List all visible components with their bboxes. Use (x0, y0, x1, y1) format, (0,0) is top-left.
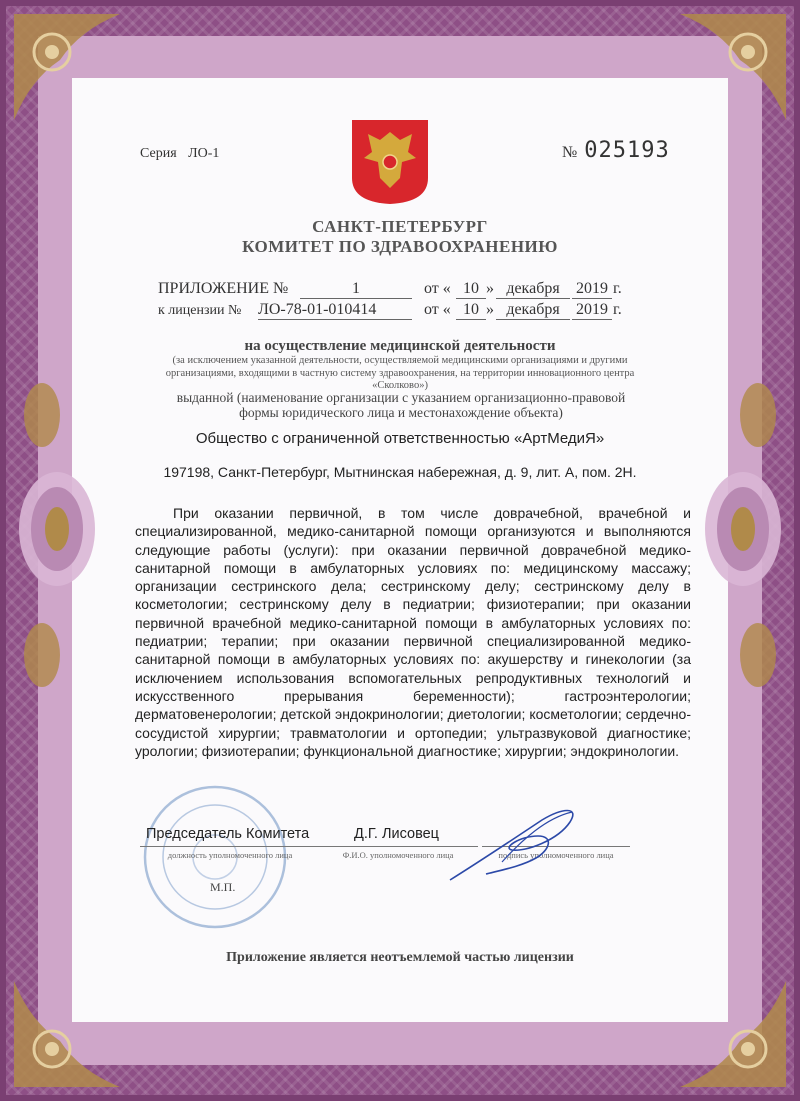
signatory-position: Председатель Комитета (146, 826, 310, 842)
rosette-ornament-left (18, 470, 96, 588)
handwritten-signature (442, 800, 592, 890)
series-label: Серия (140, 146, 177, 161)
services-text: При оказании первичной, в том числе доврачебной, врачебной и специализированной, медико-санитарной помощи организуются и выполняются следующие работы (услуги): при оказании первичной доврачебной медико-санитарной помощи в амбулаторных условиях по: медицинскому массажу; организации сестринского дела; сестринскому делу; сестринскому делу в косметологии; сестринскому делу в педиатрии; физиотерапии; при оказании первичной врачебной медико-санитарной помощи в амбулаторных условиях по: педиатрии; терапии; при оказании первичной специализированной медико-санитарной помощи в амбулаторных условиях по: акушерству и гинекологии (за исключением использования вспомогательных репродуктивных технологий и искусственного прерывания беременности); гастроэнтерологии; дерматовенерологии; детской эндокринологии; диетологии; косметологии; сердечно-сосудистой хирургии; травматологии и ортопедии; ультразвуковой диагностике; урологии; физиотерапии; функциональной диагностике; хирургии; эндокринологии. (135, 505, 691, 759)
appendix-from-label: от « (424, 280, 451, 297)
signatory-name: Д.Г. Лисовец (354, 826, 439, 842)
form-number (562, 138, 670, 163)
license-year-suffix: г. (613, 301, 622, 318)
issuer-committee: КОМИТЕТ ПО ЗДРАВООХРАНЕНИЮ (242, 237, 558, 256)
footer-note: Приложение является неотъемлемой частью лицензии (226, 950, 574, 965)
medallion-ornament (738, 620, 778, 690)
appendix-year-suffix: г. (613, 280, 622, 297)
license-purpose-note: (за исключением указанной деятельности, осуществляемой медицинскими организациями и другими организациями, входящими в частную систему здравоохранения, на территории инновационного центра «Сколково») (165, 355, 635, 391)
license-purpose: на осуществление медицинской деятельности (244, 338, 556, 354)
license-quote-close: » (486, 301, 494, 318)
position-line (140, 846, 320, 847)
form-number-value: 025193 (584, 138, 670, 163)
signature-caption: подпись уполномоченного лица (498, 850, 614, 860)
organization-address: 197198, Санкт-Петербург, Мытнинская набережная, д. 9, лит. А, пом. 2Н. (163, 464, 637, 480)
license-number: ЛО-78-01-010414 (258, 301, 412, 320)
license-month: декабря (496, 301, 570, 320)
license-from-label: от « (424, 301, 451, 318)
appendix-number: 1 (300, 280, 412, 299)
stamp-place-label: М.П. (210, 880, 236, 894)
appendix-month: декабря (496, 280, 570, 299)
issued-to-caption: выданной (наименование организации с указанием организационно-правовой формы юридического лица и местонахождение объекта) (176, 390, 626, 420)
appendix-label: ПРИЛОЖЕНИЕ № (158, 280, 289, 297)
organization-name: Общество с ограниченной ответственностью «АртМедиЯ» (195, 430, 605, 447)
license-year: 2019 (572, 301, 612, 320)
appendix-year: 2019 (572, 280, 612, 299)
position-caption: должность уполномоченного лица (167, 850, 293, 860)
license-day: 10 (456, 301, 486, 320)
appendix-quote-close: » (486, 280, 494, 297)
license-label: к лицензии № (158, 303, 242, 318)
number-sign: № (562, 144, 579, 161)
series-field (140, 146, 219, 162)
series-value: ЛО-1 (188, 146, 220, 161)
coat-of-arms-emblem (350, 118, 430, 206)
medallion-ornament (22, 620, 62, 690)
appendix-day: 10 (456, 280, 486, 299)
name-caption: Ф.И.О. уполномоченного лица (342, 850, 454, 860)
rosette-ornament-right (704, 470, 782, 588)
issuer-city: САНКТ-ПЕТЕРБУРГ (312, 217, 488, 236)
